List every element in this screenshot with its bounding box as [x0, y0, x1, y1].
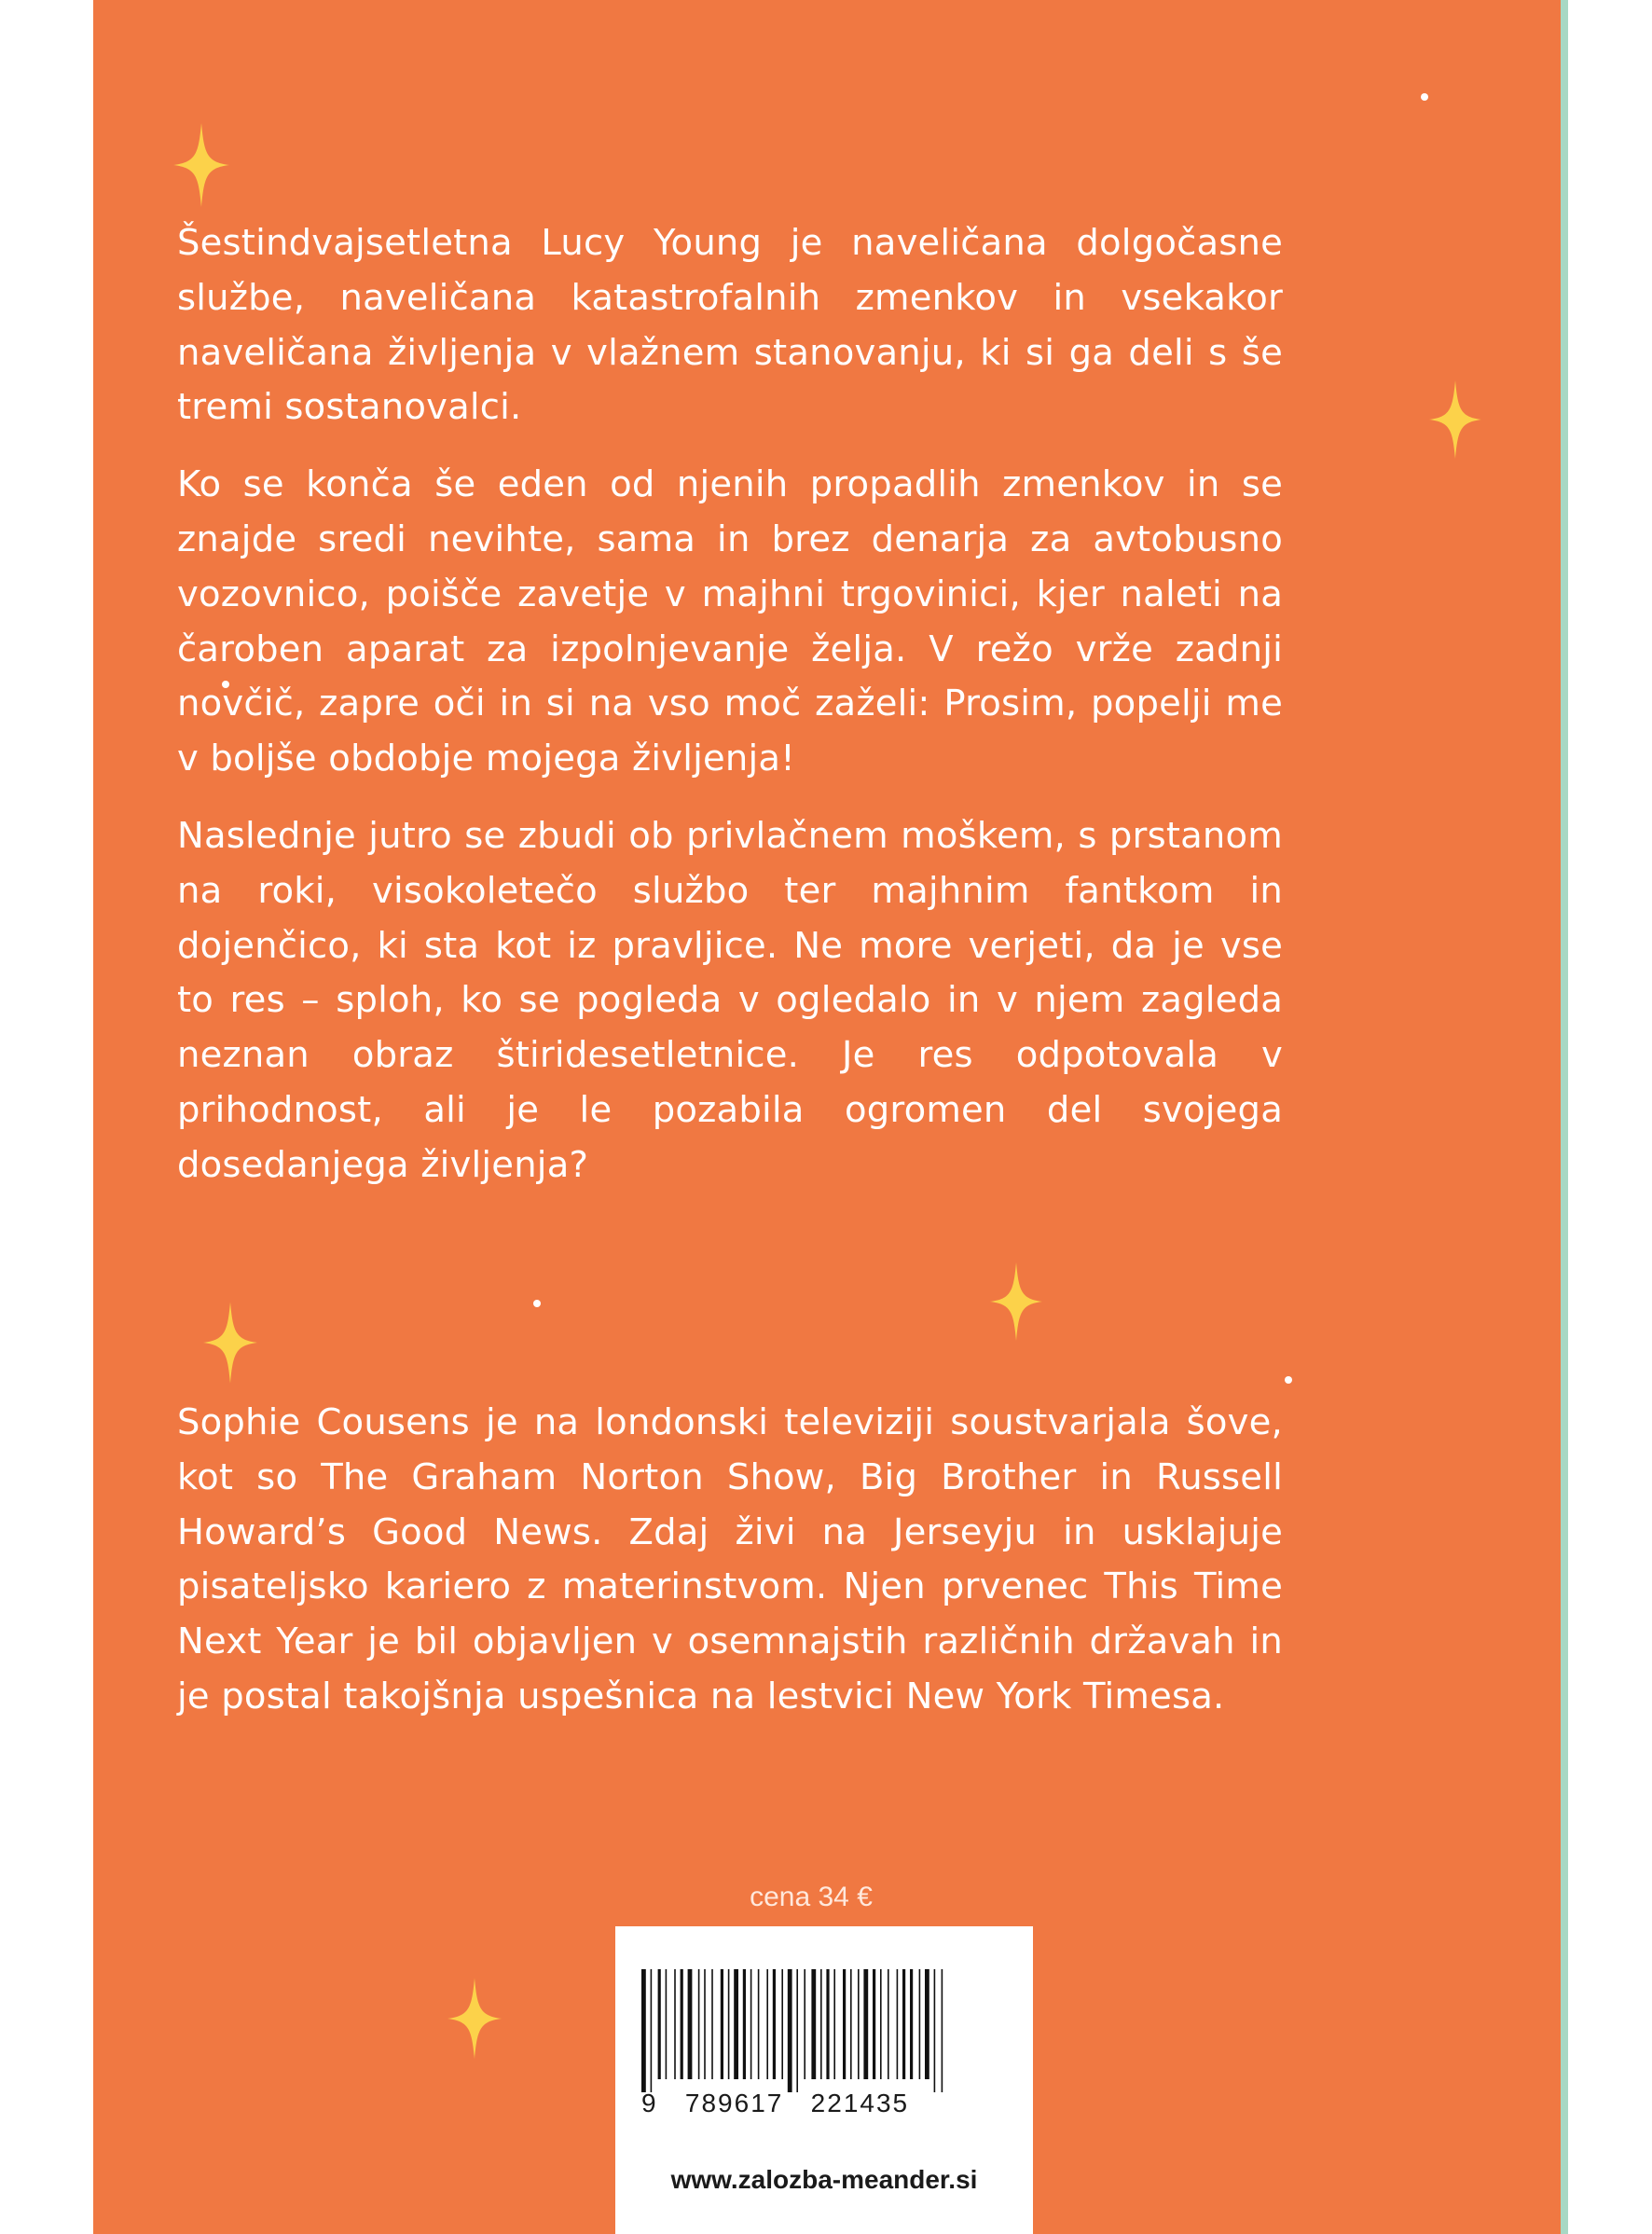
- sparkle-icon: [447, 1977, 502, 2061]
- sparkle-icon: [1429, 380, 1481, 459]
- barcode-bar: [919, 1969, 921, 2079]
- barcode-bar: [728, 1969, 730, 2079]
- barcode-bar: [674, 1969, 676, 2079]
- sparkle-icon: [203, 1301, 257, 1385]
- barcode-bar: [766, 1969, 768, 2079]
- barcode-bar: [658, 1969, 661, 2079]
- publisher-website: www.zalozba-meander.si: [670, 2165, 978, 2194]
- barcode-bar: [743, 1969, 746, 2079]
- price-label: cena 34 €: [750, 1882, 873, 1912]
- blurb-paragraph: Ko se konča še eden od njenih propadlih zmenkov in se znajde sredi nevihte, sama in brez denarja za avtobusno vozovnico, poišče zavetje v majhni trgovinici, kjer naleti na čaroben aparat za izpolnjevanje želja. V režo vrže zadnji novčič, zapre oči in si na vso moč zaželi: Prosim, popelji me v boljše obdobje mojega življenja!: [177, 463, 1283, 780]
- barcode-bar: [804, 1969, 805, 2079]
- barcode-bar: [858, 1969, 860, 2079]
- barcode-bar: [688, 1969, 693, 2079]
- barcode-bar: [850, 1969, 852, 2079]
- barcode-bar: [880, 1969, 882, 2079]
- barcode-bar: [873, 1969, 875, 2079]
- barcode-bar: [843, 1969, 846, 2079]
- barcode-bar: [788, 1969, 792, 2092]
- sparkle-icon: [990, 1261, 1042, 1343]
- barcode-bar: [863, 1969, 868, 2079]
- barcode-bar: [711, 1969, 713, 2079]
- sparkle-icon: [173, 123, 229, 207]
- barcode-bar: [833, 1969, 835, 2079]
- barcode-bar: [897, 1969, 899, 2079]
- barcode-bar: [820, 1969, 822, 2079]
- blurb-paragraph: Šestindvajsetletna Lucy Young je naveličana dolgočasne službe, naveličana katastrofalnih zmenkov in vsekakor naveličana življenja v vlažnem stanovanju, ki si ga deli s še tremi sostanovalci.: [177, 222, 1283, 429]
- barcode-bar: [902, 1969, 905, 2079]
- barcode-bar: [773, 1969, 776, 2079]
- barcode-bar: [734, 1969, 738, 2079]
- barcode-bar: [681, 1969, 683, 2079]
- barcode-panel: [615, 1926, 1033, 2234]
- spine-edge: [1561, 0, 1568, 2234]
- about-author: Sophie Cousens je na londonski televiziji soustvarjala šove, kot so The Graham Norton Show, Big Brother in Russell Howard’s Good News. Zdaj živi na Jerseyju in usklajuje pisateljsko kariero z materinstvom. Njen prvenec This Time Next Year je bil objavljen v osemnajstih različnih državah in je postal takojšnja uspešnica na lestvici New York Timesa.: [177, 1401, 1283, 1717]
- barcode-bar: [888, 1969, 889, 2079]
- barcode-bar: [651, 1969, 653, 2092]
- barcode-bar: [826, 1969, 829, 2079]
- barcode-bar: [796, 1969, 798, 2092]
- barcode-bar: [704, 1969, 706, 2079]
- barcode-bar: [758, 1969, 760, 2079]
- barcode-bar: [666, 1969, 668, 2079]
- barcode-bar: [750, 1969, 752, 2079]
- barcode-bar: [942, 1969, 943, 2092]
- barcode: [640, 1969, 1009, 2092]
- barcode-bar: [698, 1969, 700, 2079]
- blurb-paragraph: Naslednje jutro se zbudi ob privlačnem moškem, s prstanom na roki, visokoletečo službo ter majhnim fantkom in dojenčico, ki sta kot iz pravljice. Ne more verjeti, da je vse to res – sploh, ko se pogleda v ogledalo in v njem zagleda neznan obraz štiridesetletnice. Je res odpotovala v prihodnost, ali je le pozabila ogromen del svojega dosedanjega življenja?: [177, 814, 1283, 1186]
- barcode-bar: [910, 1969, 913, 2079]
- isbn-number: 9 789617 221435: [641, 2089, 910, 2117]
- barcode-bar: [721, 1969, 723, 2079]
- barcode-bar: [925, 1969, 929, 2079]
- star-dot: [1421, 93, 1428, 101]
- star-dot: [533, 1300, 541, 1307]
- book-blurb: [177, 216, 1283, 1216]
- barcode-bar: [934, 1969, 936, 2092]
- barcode-bar: [811, 1969, 816, 2079]
- barcode-bar: [781, 1969, 783, 2079]
- star-dot: [1285, 1376, 1292, 1384]
- barcode-bar: [641, 1969, 646, 2092]
